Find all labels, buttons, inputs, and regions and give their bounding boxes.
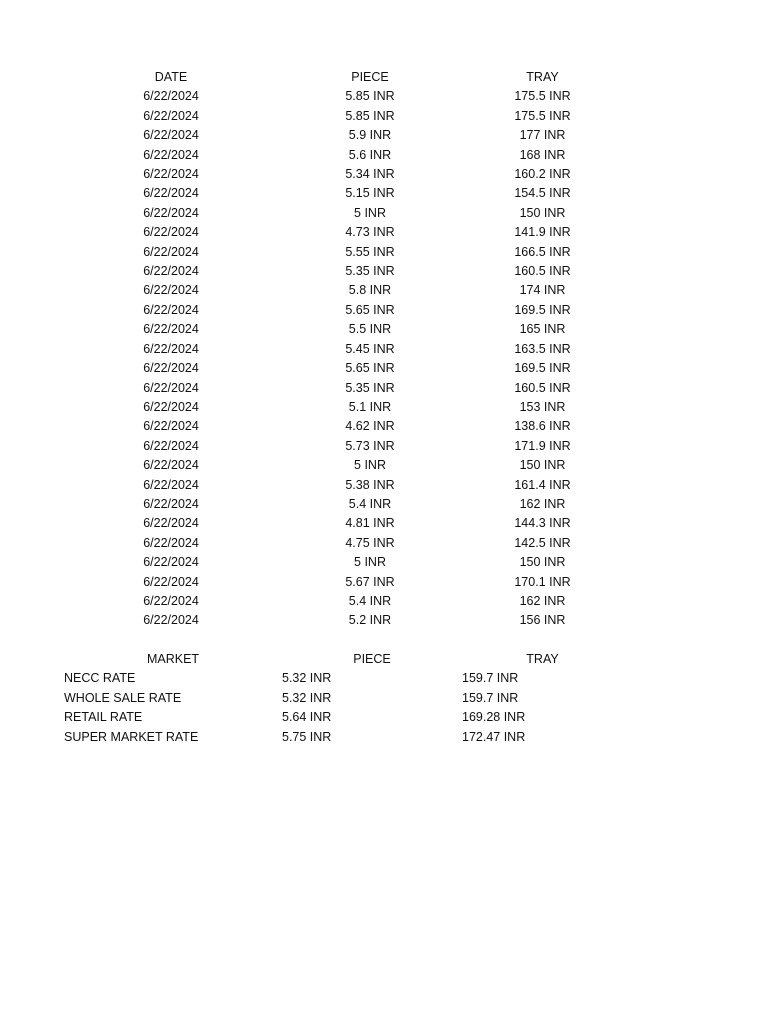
date-cell: 6/22/2024 — [143, 225, 199, 240]
header-date: DATE — [154, 70, 188, 84]
tray-price-cell: 150 INR — [519, 555, 566, 570]
tray-price-cell: 160.2 INR — [514, 167, 571, 182]
piece-price-cell: 5 INR — [354, 555, 386, 570]
header-piece: PIECE — [353, 652, 391, 666]
table-row — [64, 359, 623, 378]
date-cell: 6/22/2024 — [143, 574, 199, 589]
table-row — [64, 476, 623, 495]
piece-price-cell: 5.35 INR — [345, 380, 395, 395]
tray-price-cell: 174 INR — [519, 283, 566, 298]
date-cell: 6/22/2024 — [143, 380, 199, 395]
date-cell: 6/22/2024 — [143, 496, 199, 511]
market-name-cell: SUPER MARKET RATE — [64, 729, 199, 744]
piece-price-cell: 5.5 INR — [348, 322, 392, 337]
piece-price-cell: 5 INR — [354, 458, 386, 473]
piece-price-cell: 5.1 INR — [348, 399, 392, 414]
tray-price-cell: 170.1 INR — [514, 574, 571, 589]
piece-price-cell: 5.67 INR — [345, 574, 395, 589]
table-row — [64, 281, 623, 300]
table-row — [64, 437, 623, 456]
tray-price-cell: 141.9 INR — [514, 225, 571, 240]
piece-price-cell: 5.8 INR — [348, 283, 392, 298]
tray-price-cell: 159.7 INR — [462, 671, 519, 686]
tray-price-cell: 138.6 INR — [514, 419, 571, 434]
tray-price-cell: 177 INR — [519, 128, 566, 143]
tray-price-cell: 166.5 INR — [514, 244, 571, 259]
header-tray: TRAY — [526, 70, 559, 84]
piece-price-cell: 4.73 INR — [345, 225, 395, 240]
piece-price-cell: 5.45 INR — [345, 341, 395, 356]
table-row — [64, 534, 623, 553]
header-tray: TRAY — [526, 652, 559, 666]
piece-price-cell: 5.4 INR — [348, 496, 392, 511]
date-cell: 6/22/2024 — [143, 205, 199, 220]
table-row — [64, 126, 623, 145]
table-row — [64, 592, 623, 611]
date-cell: 6/22/2024 — [143, 302, 199, 317]
tray-price-cell: 156 INR — [519, 613, 566, 628]
date-cell: 6/22/2024 — [143, 167, 199, 182]
date-cell: 6/22/2024 — [143, 186, 199, 201]
table-row — [64, 184, 623, 203]
date-cell: 6/22/2024 — [143, 535, 199, 550]
table-row — [64, 262, 623, 281]
table-row — [64, 107, 623, 126]
tray-price-cell: 153 INR — [519, 399, 566, 414]
piece-price-cell: 5.73 INR — [345, 438, 395, 453]
piece-price-cell: 5.6 INR — [348, 147, 392, 162]
piece-price-cell: 5.2 INR — [348, 613, 392, 628]
table-row — [64, 301, 623, 320]
piece-price-cell: 5.15 INR — [345, 186, 395, 201]
tray-price-cell: 163.5 INR — [514, 341, 571, 356]
tray-price-cell: 169.5 INR — [514, 361, 571, 376]
piece-price-cell: 5.65 INR — [345, 302, 395, 317]
market-name-cell: NECC RATE — [64, 671, 136, 686]
market-name-cell: RETAIL RATE — [64, 710, 143, 725]
piece-price-cell: 4.81 INR — [345, 516, 395, 531]
table-row — [64, 398, 623, 417]
table-row — [64, 573, 623, 592]
tray-price-cell: 154.5 INR — [514, 186, 571, 201]
tray-price-cell: 162 INR — [519, 593, 566, 608]
piece-price-cell: 5.64 INR — [282, 710, 332, 725]
piece-price-cell: 5.85 INR — [345, 89, 395, 104]
table-row — [64, 417, 623, 436]
table-row — [64, 87, 623, 106]
tray-price-cell: 160.5 INR — [514, 380, 571, 395]
piece-price-cell: 5.32 INR — [282, 690, 332, 705]
date-cell: 6/22/2024 — [143, 593, 199, 608]
tray-price-cell: 160.5 INR — [514, 264, 571, 279]
table-row — [64, 553, 623, 572]
date-cell: 6/22/2024 — [143, 128, 199, 143]
date-cell: 6/22/2024 — [143, 89, 199, 104]
table-row — [64, 379, 623, 398]
header-piece: PIECE — [351, 70, 389, 84]
table-header-row — [64, 650, 623, 669]
date-cell: 6/22/2024 — [143, 283, 199, 298]
piece-price-cell: 5.4 INR — [348, 593, 392, 608]
date-cell: 6/22/2024 — [143, 458, 199, 473]
piece-price-cell: 4.62 INR — [345, 419, 395, 434]
daily-price-rows — [64, 87, 623, 630]
table-row — [64, 669, 623, 688]
date-cell: 6/22/2024 — [143, 613, 199, 628]
table-row — [64, 611, 623, 630]
tray-price-cell: 162 INR — [519, 496, 566, 511]
table-row — [64, 243, 623, 262]
piece-price-cell: 5.9 INR — [348, 128, 392, 143]
tray-price-cell: 159.7 INR — [462, 690, 519, 705]
date-cell: 6/22/2024 — [143, 264, 199, 279]
tray-price-cell: 144.3 INR — [514, 516, 571, 531]
date-cell: 6/22/2024 — [143, 322, 199, 337]
table-row — [64, 165, 623, 184]
tray-price-cell: 175.5 INR — [514, 89, 571, 104]
tray-price-cell: 150 INR — [519, 205, 566, 220]
piece-price-cell: 5 INR — [354, 205, 386, 220]
table-row — [64, 708, 623, 727]
tray-price-cell: 142.5 INR — [514, 535, 571, 550]
date-cell: 6/22/2024 — [143, 399, 199, 414]
table-row — [64, 223, 623, 242]
tray-price-cell: 161.4 INR — [514, 477, 571, 492]
tray-price-cell: 168 INR — [519, 147, 566, 162]
table-row — [64, 514, 623, 533]
date-cell: 6/22/2024 — [143, 341, 199, 356]
date-cell: 6/22/2024 — [143, 438, 199, 453]
piece-price-cell: 5.75 INR — [282, 729, 332, 744]
piece-price-cell: 5.35 INR — [345, 264, 395, 279]
table-row — [64, 204, 623, 223]
tray-price-cell: 169.5 INR — [514, 302, 571, 317]
date-cell: 6/22/2024 — [143, 477, 199, 492]
date-cell: 6/22/2024 — [143, 244, 199, 259]
table-row — [64, 495, 623, 514]
date-cell: 6/22/2024 — [143, 147, 199, 162]
table-row — [64, 146, 623, 165]
piece-price-cell: 4.75 INR — [345, 535, 395, 550]
tray-price-cell: 171.9 INR — [514, 438, 571, 453]
date-cell: 6/22/2024 — [143, 361, 199, 376]
piece-price-cell: 5.55 INR — [345, 244, 395, 259]
header-market: MARKET — [146, 652, 200, 666]
table-header-row — [64, 68, 623, 87]
date-cell: 6/22/2024 — [143, 108, 199, 123]
table-row — [64, 728, 623, 747]
piece-price-cell: 5.32 INR — [282, 671, 332, 686]
market-name-cell: WHOLE SALE RATE — [64, 690, 182, 705]
date-cell: 6/22/2024 — [143, 419, 199, 434]
tray-price-cell: 150 INR — [519, 458, 566, 473]
piece-price-cell: 5.34 INR — [345, 167, 395, 182]
tray-price-cell: 175.5 INR — [514, 108, 571, 123]
table-row — [64, 320, 623, 339]
piece-price-cell: 5.85 INR — [345, 108, 395, 123]
tray-price-cell: 165 INR — [519, 322, 566, 337]
piece-price-cell: 5.38 INR — [345, 477, 395, 492]
market-rate-table — [64, 650, 623, 747]
daily-price-table — [64, 68, 623, 631]
piece-price-cell: 5.65 INR — [345, 361, 395, 376]
table-row — [64, 689, 623, 708]
market-rate-rows — [64, 669, 623, 747]
tray-price-cell: 172.47 INR — [462, 729, 526, 744]
table-row — [64, 456, 623, 475]
date-cell: 6/22/2024 — [143, 555, 199, 570]
table-row — [64, 340, 623, 359]
date-cell: 6/22/2024 — [143, 516, 199, 531]
tray-price-cell: 169.28 INR — [462, 710, 526, 725]
